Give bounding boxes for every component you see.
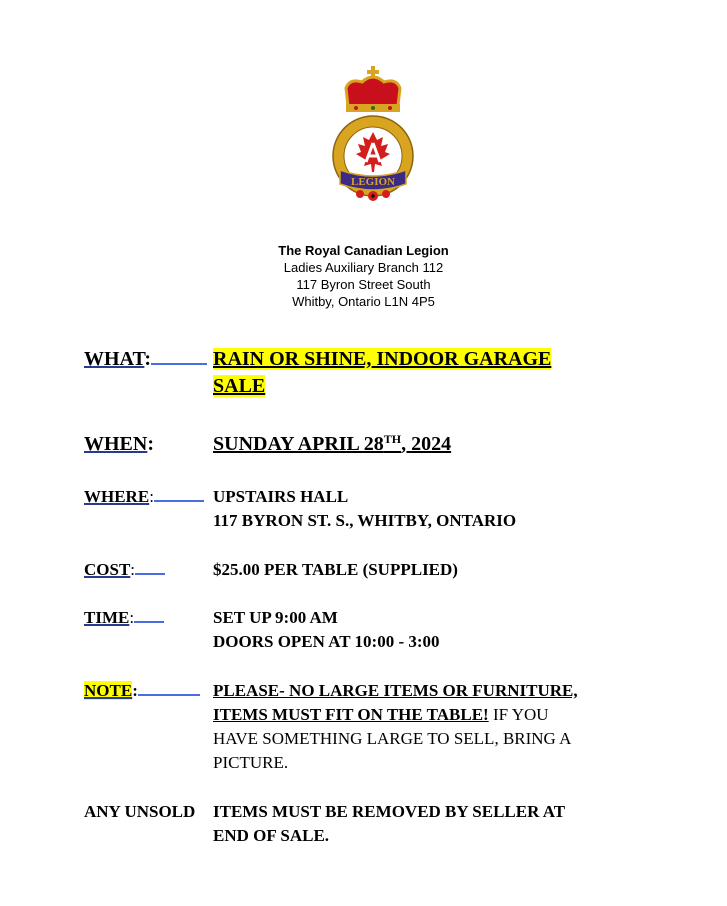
time-label: TIME bbox=[84, 608, 130, 627]
branch-name: Ladies Auxiliary Branch 112 bbox=[283, 260, 444, 275]
when-label: WHEN bbox=[84, 433, 148, 455]
what-value-line2: SALE bbox=[213, 375, 266, 397]
city-address: Whitby, Ontario L1N 4P5 bbox=[292, 294, 435, 309]
where-label: WHERE bbox=[84, 487, 150, 506]
time-value-line2: DOORS OPEN AT 10:00 - 3:00 bbox=[213, 632, 440, 651]
note-line3: HAVE SOMETHING LARGE TO SELL, BRING A bbox=[213, 729, 572, 748]
note-line2: ITEMS MUST FIT ON THE TABLE! IF YOU bbox=[213, 705, 549, 724]
cost-label: COST bbox=[84, 560, 131, 579]
footer-line1: ITEMS MUST BE REMOVED BY SELLER AT bbox=[213, 802, 566, 821]
svg-text:LEGION: LEGION bbox=[350, 176, 396, 188]
cost-value: $25.00 PER TABLE (SUPPLIED) bbox=[213, 560, 458, 579]
when-value: SUNDAY APRIL 28TH, 2024 bbox=[213, 432, 452, 455]
where-value-line2: 117 BYRON ST. S., WHITBY, ONTARIO bbox=[213, 511, 517, 530]
legion-logo bbox=[332, 66, 414, 206]
org-name: The Royal Canadian Legion bbox=[278, 243, 449, 258]
footer-lead: ANY UNSOLD bbox=[84, 802, 196, 821]
letterhead bbox=[0, 242, 727, 310]
what-label: WHAT bbox=[84, 348, 145, 370]
what-value-line1: RAIN OR SHINE, INDOOR GARAGE bbox=[213, 348, 552, 370]
street-address: 117 Byron Street South bbox=[296, 277, 431, 292]
where-value-line1: UPSTAIRS HALL bbox=[213, 487, 349, 506]
footer-line2: END OF SALE. bbox=[213, 826, 330, 845]
note-line4: PICTURE. bbox=[213, 753, 289, 772]
note-label: NOTE bbox=[84, 681, 133, 700]
note-line1: PLEASE- NO LARGE ITEMS OR FURNITURE, bbox=[213, 681, 578, 700]
time-value-line1: SET UP 9:00 AM bbox=[213, 608, 338, 627]
